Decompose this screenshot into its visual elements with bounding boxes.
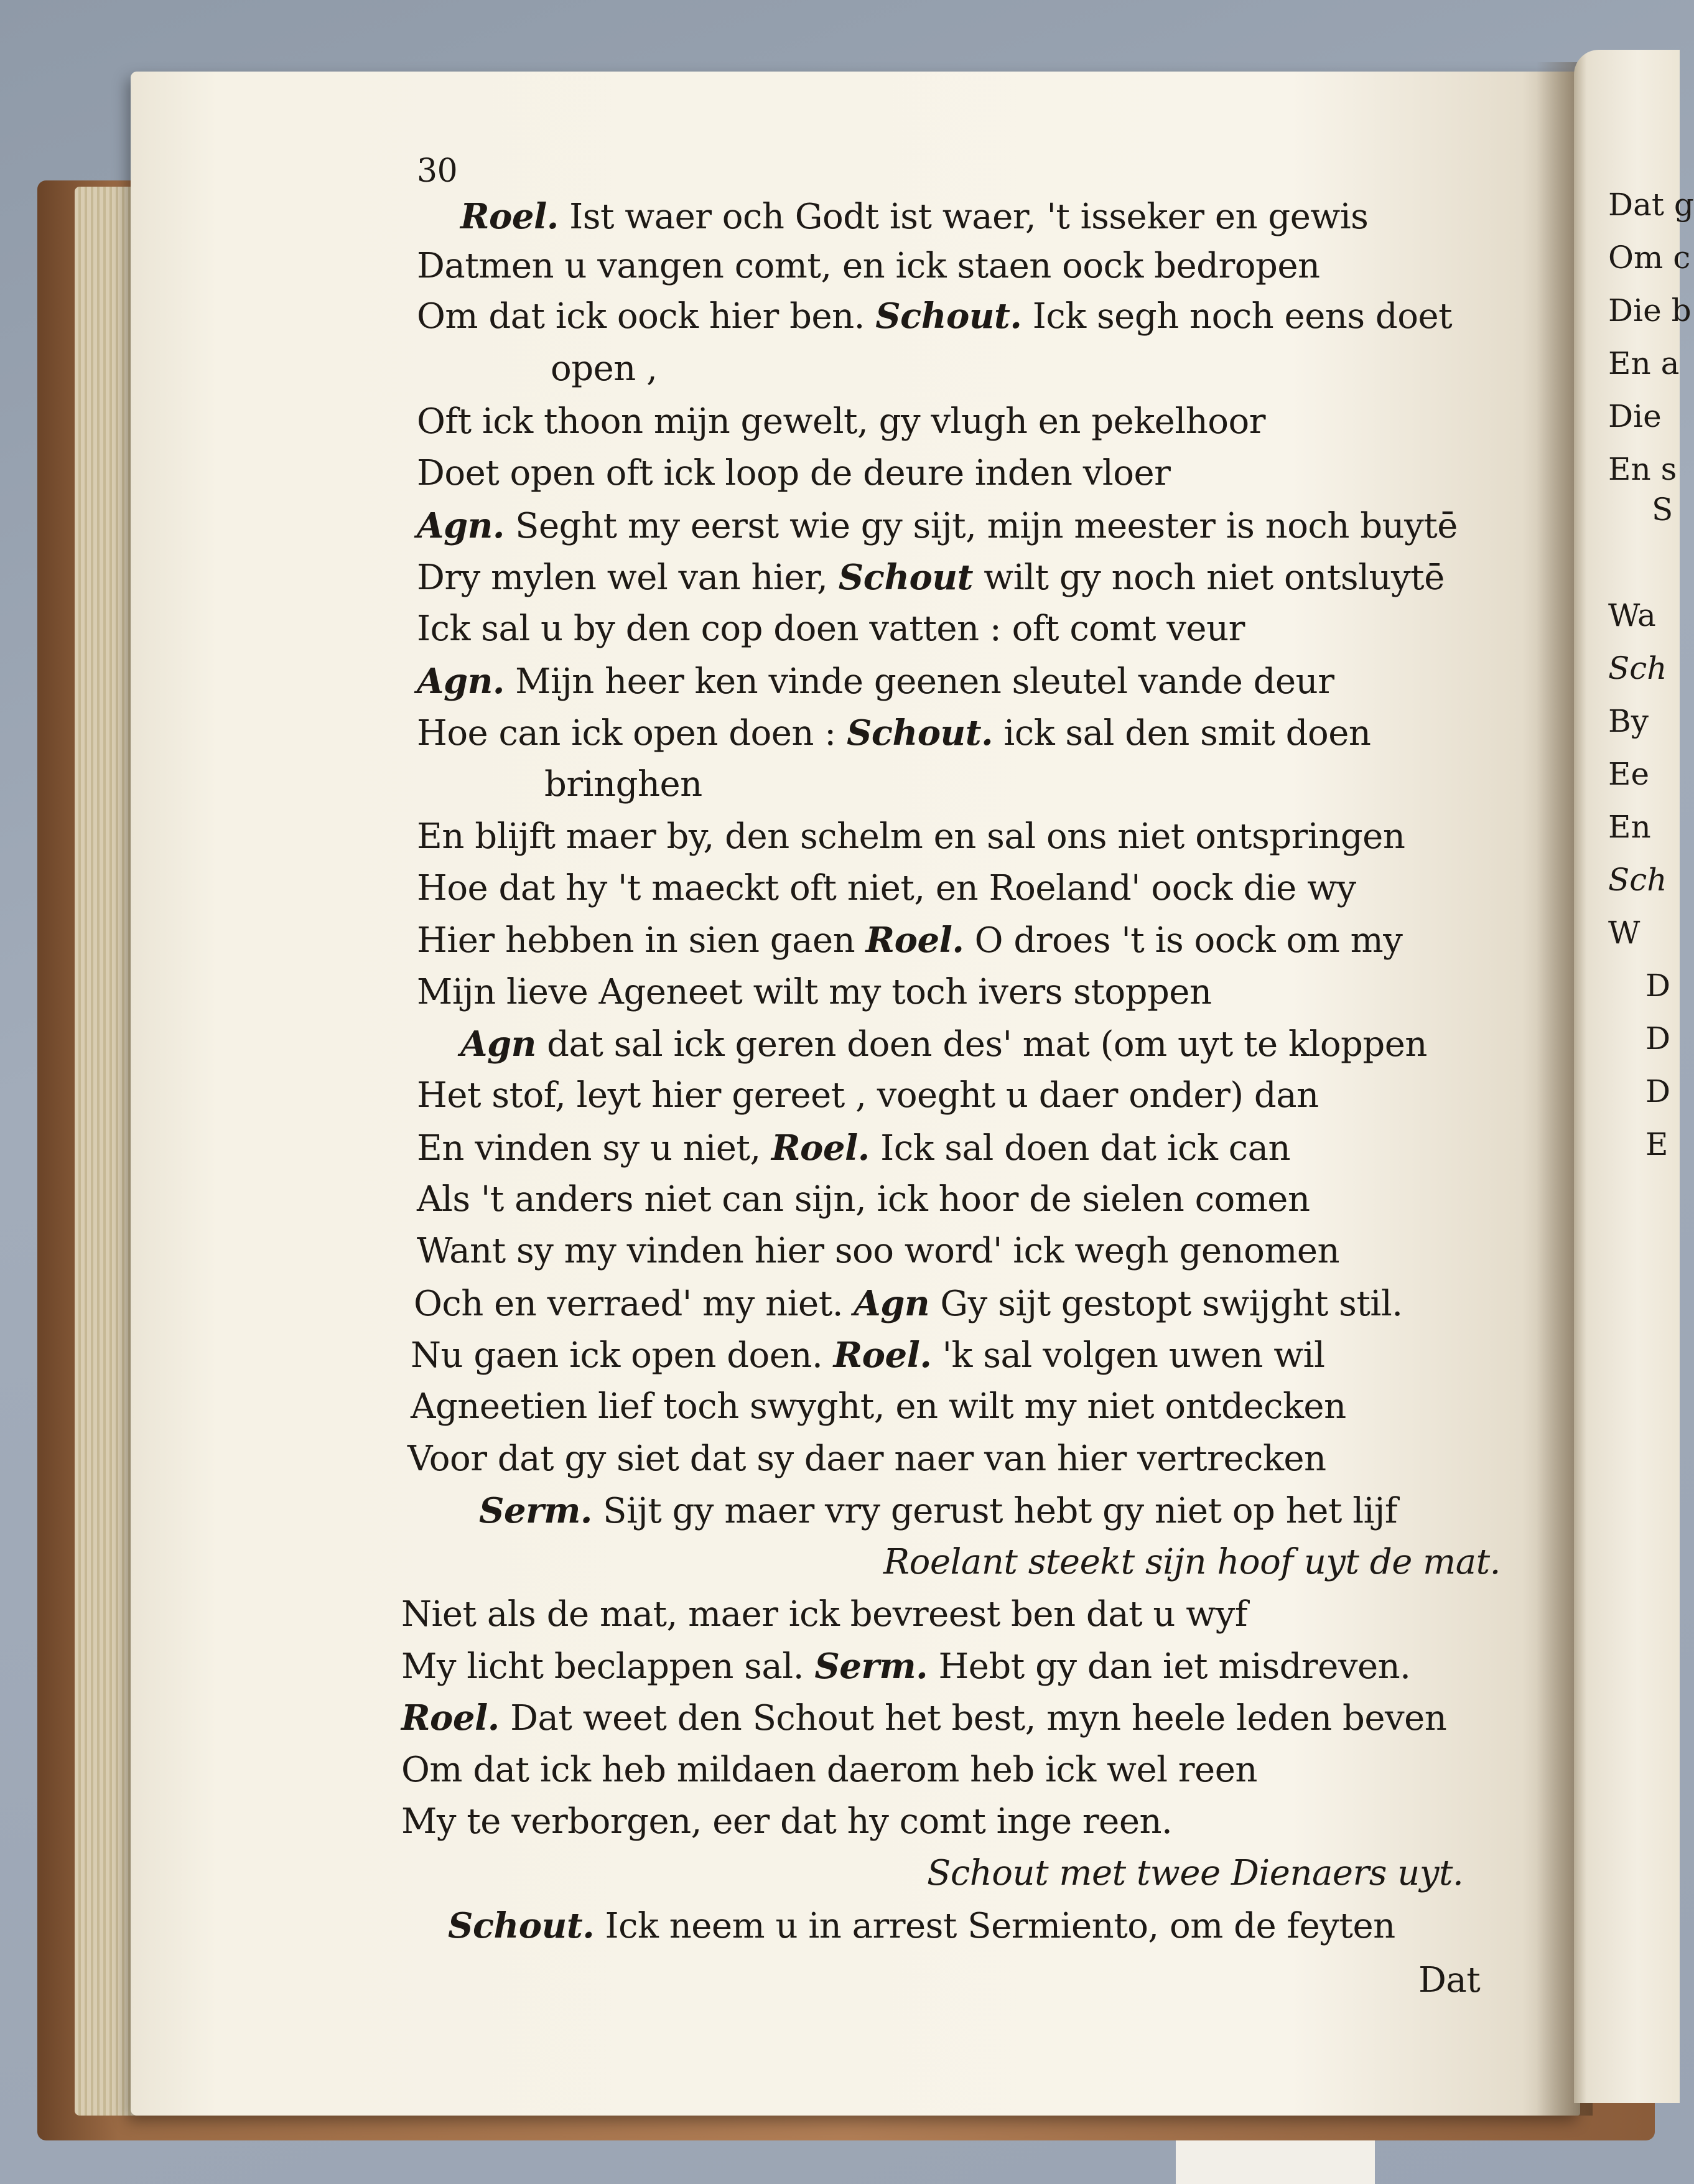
text-line: Voor dat gy siet dat sy daer naer van hier vertrecken xyxy=(407,1439,1326,1479)
text-line: En vinden sy u niet, Roel. Ick sal doen dat ick can xyxy=(417,1127,1291,1169)
text-line: Ick sal u by den cop doen vatten : oft comt veur xyxy=(417,609,1245,649)
corner-patch xyxy=(1176,2140,1375,2184)
text-line: Datmen u vangen comt, en ick staen oock bedropen xyxy=(417,246,1320,286)
right-fragment: D xyxy=(1645,1020,1671,1057)
text-line: Mijn lieve Ageneet wilt my toch ivers stoppen xyxy=(417,972,1212,1012)
text-line: Het stof, leyt hier gereet , voeght u daer onder) dan xyxy=(417,1075,1319,1116)
text-line: Serm. Sijt gy maer vry gerust hebt gy niet op het lijf xyxy=(479,1490,1398,1531)
text-line: Agn dat sal ick geren doen des' mat (om uyt te kloppen xyxy=(460,1024,1427,1065)
catchword: Dat xyxy=(1418,1960,1481,2000)
text-line: Om dat ick heb mildaen daerom heb ick wel reen xyxy=(401,1750,1257,1790)
text-line: My licht beclappen sal. Serm. Hebt gy dan iet misdreven. xyxy=(401,1646,1411,1687)
text-line: Nu gaen ick open doen. Roel. 'k sal volgen uwen wil xyxy=(411,1335,1325,1376)
text-line: Niet als de mat, maer ick bevreest ben dat u wyf xyxy=(401,1594,1248,1635)
text-line: Oft ick thoon mijn gewelt, gy vlugh en pekelhoor xyxy=(417,401,1265,442)
right-fragment: D xyxy=(1645,1073,1671,1109)
right-fragment: Om c xyxy=(1608,240,1691,276)
right-fragment: By xyxy=(1608,703,1649,739)
text-line: Doet open oft ick loop de deure inden vloer xyxy=(417,453,1171,493)
right-fragment: S xyxy=(1652,492,1673,528)
text-line: Dry mylen wel van hier, Schout wilt gy noch niet ontsluytē xyxy=(417,557,1445,598)
text-line: Hier hebben in sien gaen Roel. O droes 't is oock om my xyxy=(417,920,1403,961)
text-line: Agn. Mijn heer ken vinde geenen sleutel vande deur xyxy=(417,661,1334,702)
right-fragment: Sch xyxy=(1608,650,1667,686)
page-number: 30 xyxy=(417,152,458,190)
right-fragment: Ee xyxy=(1608,756,1650,792)
text-line: Schout. Ick neem u in arrest Sermiento, om de feyten xyxy=(448,1905,1395,1946)
right-fragment: Die b xyxy=(1608,292,1692,329)
text-line: Roel. Dat weet den Schout het best, myn heele leden beven xyxy=(401,1697,1447,1738)
text-line: Och en verraed' my niet. Agn Gy sijt gestopt swijght stil. xyxy=(414,1283,1403,1324)
text-line: My te verborgen, eer dat hy comt inge reen. xyxy=(401,1801,1173,1842)
text-line: Om dat ick oock hier ben. Schout. Ick segh noch eens doet xyxy=(417,296,1453,337)
right-fragment: Sch xyxy=(1608,862,1667,898)
text-line: open , xyxy=(551,348,658,389)
text-line: bringhen xyxy=(544,764,702,805)
text-line: Agneetien lief toch swyght, en wilt my niet ontdecken xyxy=(411,1386,1346,1427)
stage-direction: Roelant steekt sijn hoof uyt de mat. xyxy=(883,1542,1501,1582)
text-line: Want sy my vinden hier soo word' ick wegh genomen xyxy=(417,1231,1340,1271)
right-fragment: En xyxy=(1608,809,1651,845)
text-line: Als 't anders niet can sijn, ick hoor de sielen comen xyxy=(417,1179,1310,1220)
right-fragment: D xyxy=(1645,968,1671,1004)
right-fragment: Die xyxy=(1608,398,1662,434)
text-line: Hoe dat hy 't maeckt oft niet, en Roeland' oock die wy xyxy=(417,868,1356,908)
right-fragment: En s xyxy=(1608,451,1677,487)
right-fragment: E xyxy=(1645,1126,1668,1162)
text-line: Roel. Ist waer och Godt ist waer, 't isseker en gewis xyxy=(460,196,1369,237)
right-fragment: W xyxy=(1608,915,1640,951)
text-line: Hoe can ick open doen : Schout. ick sal den smit doen xyxy=(417,712,1371,754)
right-fragment: Wa xyxy=(1608,597,1656,633)
stage-direction: Schout met twee Dienaers uyt. xyxy=(927,1853,1464,1893)
text-line: Agn. Seght my eerst wie gy sijt, mijn meester is noch buytē xyxy=(417,505,1458,546)
right-fragment: Dat g xyxy=(1608,187,1694,223)
right-fragment: En a xyxy=(1608,345,1680,381)
text-line: En blijft maer by, den schelm en sal ons niet ontspringen xyxy=(417,816,1405,857)
